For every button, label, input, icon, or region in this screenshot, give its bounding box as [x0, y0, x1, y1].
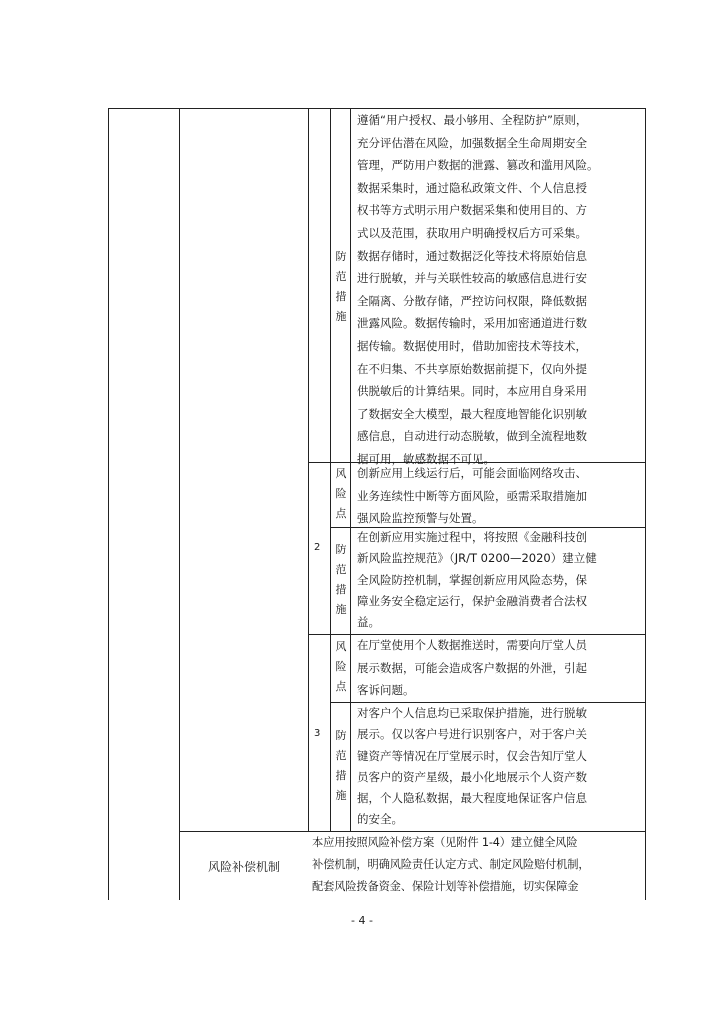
- r2-risk-text: 创新应用上线运行后，可能会面临网络攻击、 业务连续性中断等方面风险，亟需采取措施加 强风险监控预警与处置。: [357, 466, 587, 526]
- col-divider-2: [308, 108, 309, 831]
- r1-measure-text: 遵循“用户授权、最小够用、全程防护”原则， 充分评估潜在风险，加强数据全生命周期安全 管理，严防用户数据的泄露、篡改和滥用风险。 数据采集时，通过隐私政策文件、个人信息授 权书等方式明示用户数据采集和使用目的、方 式以及范围，获取用户明确授权后方可采集。 数据存储时，通过数据泛化等技术将原始信息 进行脱敏，并与关联性较高的敏感信息进行安 全隔离、分散存储，严控访问权限，降低数据 泄露风险。数据传输时，采用加密通道进行数 据传输。数据使用时，借助加密技术等技术， 在不归集、不共享原始数据前提下，仅向外提 供脱敏后的计算结果。同时，本应用自身采用 了数据安全大模型，最大程度地智能化识别敏 感信息，自动进行动态脱敏，做到全流程地数 据可用，敏感数据不可见。: [357, 113, 599, 466]
- r3-measure-label: 防 范 措 施: [335, 729, 347, 802]
- r2-risk-label: 风 险 点: [335, 467, 347, 520]
- compensation-text: 本应用按照风险补偿方案（见附件 1-4）建立健全风险 补偿机制，明确风险责任认定方式、制定风险赔付机制， 配套风险拨备资金、保险计划等补偿措施，切实保障金: [312, 836, 590, 893]
- col-left-border: [108, 108, 109, 900]
- r3-number: 3: [314, 728, 321, 739]
- r3-risk-text: 在厅堂使用个人数据推送时，需要向厅堂人员 展示数据，可能会造成客户数据的外泄，引起 客诉问题。: [357, 638, 587, 698]
- r1-measure-label: 防 范 措 施: [335, 250, 347, 323]
- r3-measure-text: 对客户个人信息均已采取保护措施，进行脱敏 展示。仅以客户号进行识别客户，对于客户关 键资产等情况在厅堂展示时，仅会告知厅堂人 员客户的资产星级，最小化地展示个人资产数 据，个人隐私数据，最大程度地保证客户信息 的安全。: [357, 706, 587, 827]
- page-number: - 4 -: [351, 914, 373, 927]
- compensation-label: 风险补偿机制: [207, 860, 280, 874]
- r2-measure-label: 防 范 措 施: [335, 543, 347, 616]
- r3-risk-label: 风 险 点: [335, 640, 347, 693]
- r2-measure-text: 在创新应用实施过程中，将按照《金融科技创 新风险监控规范》（JR/T 0200—2020）建立健 全风险防控机制，掌握创新应用风险态势，保 障业务安全稳定运行，保护金融消费者合法权 益。: [357, 530, 597, 630]
- r2-number: 2: [314, 542, 321, 553]
- col-divider-1: [179, 108, 180, 900]
